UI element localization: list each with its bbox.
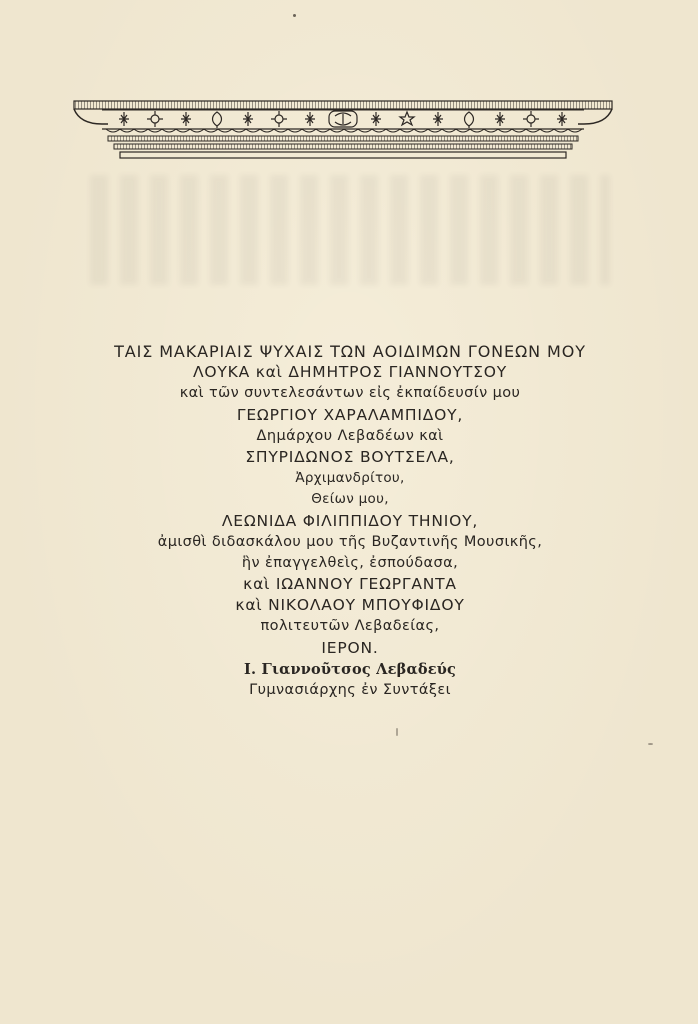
page-speck: [396, 728, 398, 736]
dedication-line: Ἀρχιμανδρίτου,: [295, 470, 405, 487]
dedication-line: ΣΠΥΡΙΔΩΝΟΣ ΒΟΥΤΣΕΛΑ,: [245, 447, 455, 466]
dedication-line: Θείων μου,: [311, 491, 389, 508]
page-speck: [648, 743, 653, 745]
dedication-line: Δημάρχου Λεβαδέων καὶ: [256, 427, 444, 444]
ornament-headpiece-icon: [72, 98, 614, 164]
dedication-line: καὶ ΝΙΚΟΛΑΟΥ ΜΠΟΥΦΙΔΟΥ: [235, 596, 465, 615]
dedication-line: ΤΑΙΣ ΜΑΚΑΡΙΑΙΣ ΨΥΧΑΙΣ ΤΩΝ ΑΟΙΔΙΜΩΝ ΓΟΝΕΩΝ ΜΟΥ: [114, 342, 586, 361]
dedication-line: πολιτευτῶν Λεβαδείας,: [260, 618, 440, 635]
dedication-line: καὶ τῶν συντελεσάντων εἰς ἐκπαίδευσίν μου: [179, 385, 521, 402]
author-signature: Ι. Γιαννοῦτσος Λεβαδεύς: [243, 660, 457, 678]
dedication-line: καὶ ΙΩΑΝΝΟΥ ΓΕΩΡΓΑΝΤΑ: [243, 575, 457, 594]
dedication-line: ἀμισθὶ διδασκάλου μου τῆς Βυζαντινῆς Μουσικῆς,: [157, 533, 543, 550]
dedication-line: ΛΕΩΝΙΔΑ ΦΙΛΙΠΠΙΔΟΥ ΤΗΝΙΟΥ,: [221, 511, 479, 530]
dedication-text: [40, 341, 660, 701]
dedication-line: ΛΟΥΚΑ καὶ ΔΗΜΗΤΡΟΣ ΓΙΑΝΝΟΥΤΣΟΥ: [192, 363, 508, 382]
dedication-line: ἣν ἐπαγγελθεὶς, ἐσπούδασα,: [241, 554, 459, 571]
dedication-line: ΓΕΩΡΓΙΟΥ ΧΑΡΑΛΑΜΠΙΔΟΥ,: [236, 405, 464, 424]
bleed-through-shadow: [90, 175, 610, 285]
page-speck: [293, 14, 296, 17]
author-role: Γυμνασιάρχης ἐν Συντάξει: [249, 682, 451, 698]
dedication-line: ΙΕΡΟΝ.: [321, 638, 379, 657]
